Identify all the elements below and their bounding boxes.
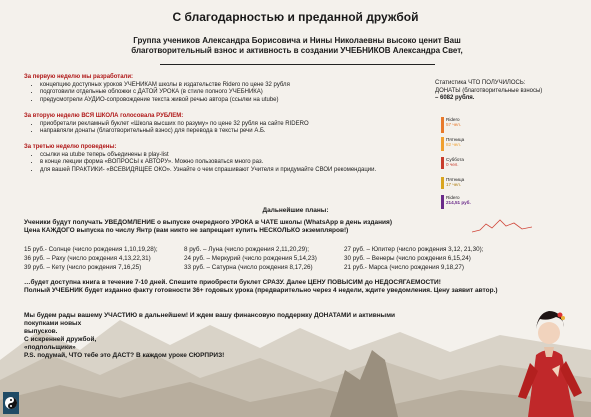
stat-name: Ridero: [446, 195, 460, 200]
stat-bar: [441, 177, 444, 189]
note-line-1: …будет доступна книга в течение 7-10 дней. Спешите приобрести буклет СРАЗУ. Далее ЦЕНУ ПОВЫСИМ до НЕДОСЯГАЕМОСТИ!: [24, 279, 441, 286]
note-line-2: Полный УЧЕБНИК будет изданно факту готовности 36+ годовых урока (предварительно через 4 недели, ждите уведомления. Цену заявит автор.): [24, 287, 498, 294]
intro-line-1: Группа учеников Александра Борисовича и Нины Николаевны высоко ценит Ваш: [133, 36, 461, 45]
week1-heading: За первую неделю мы разработали:: [24, 74, 134, 80]
price-cell: 33 руб. – Сатурна (число рождения 8,17,26): [184, 264, 313, 271]
stat-value: 17 чел.: [446, 182, 462, 187]
week3-heading: За третью неделю проведены:: [24, 144, 117, 150]
stats-panel: [435, 80, 575, 103]
stat-label: [446, 157, 464, 167]
week1-section: [24, 74, 414, 104]
stats-heading: Статистика ЧТО ПОЛУЧИЛОСЬ:: [435, 80, 526, 86]
stat-value: 82 чел.: [446, 142, 462, 147]
week2-heading: За вторую неделю ВСЯ ШКОЛА голосовала РУБЛЕМ:: [24, 113, 184, 119]
week2-section: [24, 113, 414, 136]
closing-line: Мы будем рады вашему УЧАСТИЮ в дальнейшем! И ждем вашу финансовую поддержку ДОНАТАМИ и активными покупками новых: [24, 312, 395, 327]
stat-name: Пятница: [446, 177, 465, 182]
stats-bars: [441, 117, 471, 217]
price-cell: 39 руб. – Кету (число рождения 7,16,25): [24, 264, 142, 271]
list-item: • приобретали рекламный буклет «Школа высших по разуму» по цене 32 рубля на сайте RIDERO: [40, 121, 414, 129]
note-text: [24, 279, 544, 295]
list-item: • предусмотрели АУДИО-сопровождение текста живой речью автора (ссылки на utube): [40, 97, 414, 105]
price-cell: 27 руб. – Юпитер (число рождения 3,12, 21,30);: [344, 246, 484, 253]
sparkline-graph: [472, 214, 532, 238]
stat-value: 0 чел.: [446, 162, 459, 167]
stat-bar: [441, 137, 444, 151]
list-item: • ссылки на utube теперь объединены в play-list: [40, 152, 414, 160]
plans-title: Дальнейшие планы:: [262, 207, 329, 214]
stat-bar: [441, 117, 444, 133]
closing-line: выпусков.: [24, 328, 58, 335]
list-item: • подготовили отдельные обложки с ДАТОЙ УРОКА (в стиле полного УЧЕБНИКА): [40, 89, 414, 97]
list-item: • для вашей ПРАКТИКИ- «ВСЕВИДЯЩЕЕ ОКО». Узнайте о чем спрашивают Учителя и придумайте СВОИ рекомендации.: [40, 167, 414, 175]
intro-line-2: благотворительный взнос и активность в создании УЧЕБНИКОВ Александра Свет,: [131, 46, 463, 55]
stats-donations: ДОНАТЫ (благотворительные взносы): [435, 87, 543, 94]
notice-text: [24, 219, 392, 235]
stat-value: 57 чел.: [446, 122, 462, 127]
stat-label: [446, 195, 471, 205]
closing-text: [24, 312, 424, 360]
notice-line-2: Цена КАЖДОГО выпуска по числу Янтр (вам никто не запрещает купить НЕСКОЛЬКО экземпляров!): [24, 227, 349, 234]
price-cell: 24 руб. – Меркурий (число рождения 5,14,23): [184, 255, 317, 262]
stat-name: Пятница: [446, 137, 465, 142]
stat-label: [446, 117, 461, 127]
stat-bar: [441, 157, 444, 169]
list-item: • направляли донаты (благотворительный взнос) для перевода в тексты речи А.Б.: [40, 128, 414, 136]
closing-line: «подпольщики»: [24, 344, 76, 351]
yin-yang-icon: [3, 392, 19, 414]
list-item: • концепцию доступных уроков УЧЕНИКАМ школы в издательстве Ridero по цене 32 рубля: [40, 82, 414, 90]
signature-line: [160, 64, 435, 65]
price-cell: 8 руб. – Луна (число рождения 2,11,20,29);: [184, 246, 309, 253]
closing-line: С искренней дружбой,: [24, 336, 97, 343]
week3-section: [24, 144, 414, 174]
stat-label: [446, 137, 464, 147]
stat-value: 214,51 руб.: [446, 200, 471, 205]
price-cell: 15 руб.- Солнце (число рождения 1,10,19,28);: [24, 246, 158, 253]
list-item: • в конце лекции форма «ВОПРОСЫ к АВТОРУ». Можно пользоваться много раз.: [40, 159, 414, 167]
closing-line: P.S. подумай, ЧТО тебе это ДАСТ? В каждом уроке СЮРПРИЗ!: [24, 352, 225, 359]
stat-name: Суббота: [446, 157, 464, 162]
woman-illustration: [508, 285, 591, 417]
price-cell: 30 руб. – Венеры (число рождения 6,15,24): [344, 255, 471, 262]
notice-line-1: Ученики будут получать УВЕДОМЛЕНИЕ о выпуске очередного УРОКА в ЧАТЕ школы (WhatsApp в день издания): [24, 219, 392, 226]
page-title: С благодарностью и преданной дружбой: [172, 10, 419, 24]
stat-name: Ridero: [446, 117, 460, 122]
stats-total: – 6082 рубля.: [435, 95, 475, 101]
intro-text: [112, 36, 482, 65]
price-cell: 21 руб.- Марса (число рождения 9,18,27): [344, 264, 464, 271]
price-cell: 36 руб. – Раху (число рождения 4,13,22,31): [24, 255, 151, 262]
stat-label: [446, 177, 464, 187]
